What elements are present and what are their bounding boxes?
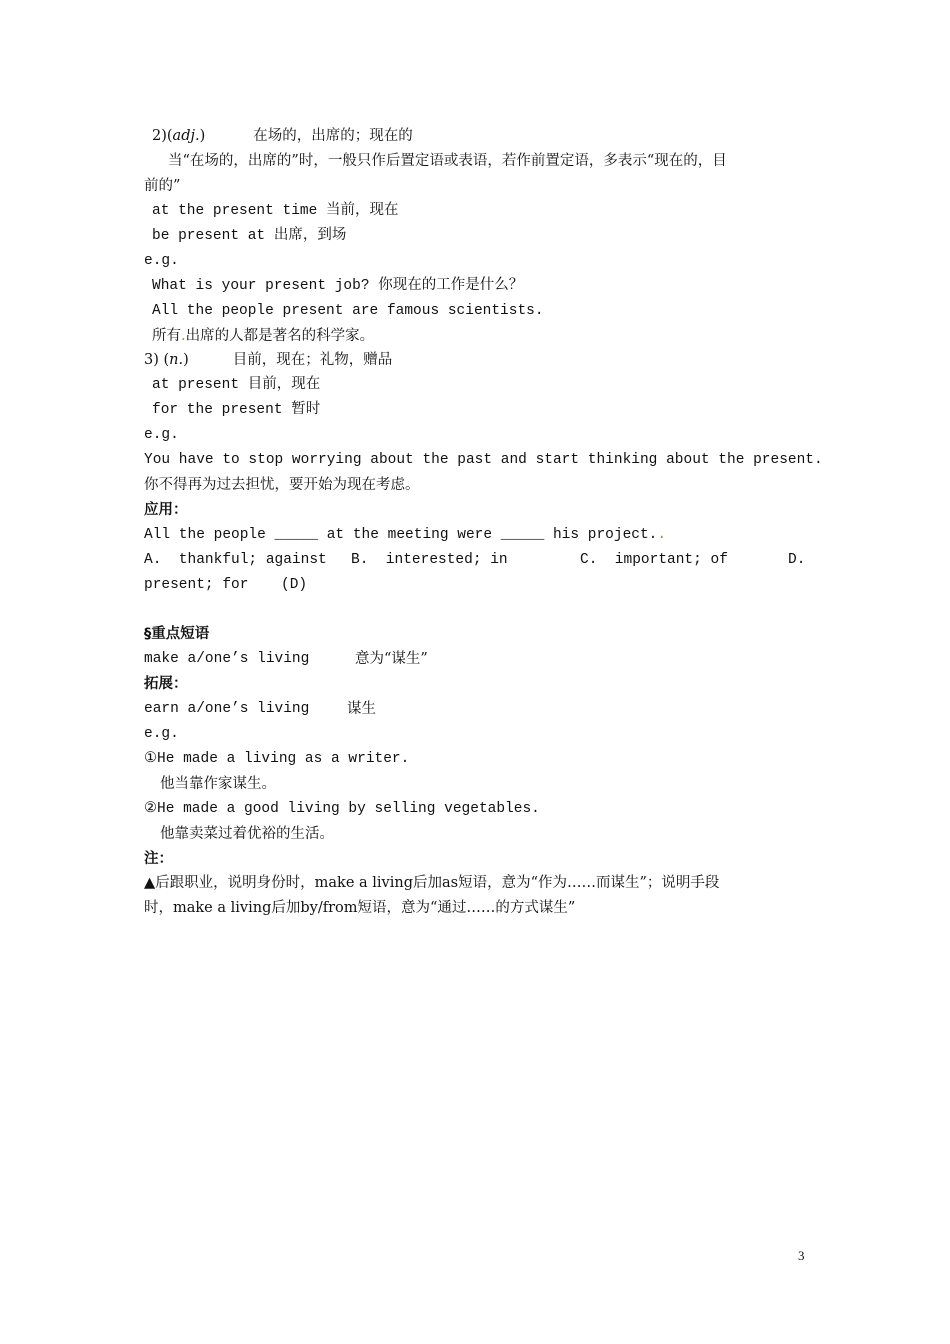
note2-line1: ▲后跟职业，说明身份时，make a living后加as短语，意为“作为……而谋生”；说明手段 (144, 875, 720, 891)
example-2: All the people present are famous scientists. (152, 303, 544, 319)
example-2-translation (152, 324, 374, 348)
adj-heading (152, 124, 413, 148)
stray-dot: . (657, 527, 667, 543)
adj-meaning: 在场的，出席的；现在的 (253, 128, 413, 144)
option-b: B. interested; in (351, 552, 508, 568)
eg-label-2: e.g. (144, 427, 179, 443)
note1-line2: 前的” (144, 178, 181, 194)
noun-heading (144, 348, 392, 372)
option-d-label: D. (788, 552, 806, 568)
ex2-cn-part-b: 出席的人都是著名的科学家。 (185, 328, 375, 344)
eg-label-3: e.g. (144, 726, 179, 742)
phrase-earn-living-meaning: 谋生 (347, 701, 376, 717)
eg-label-1: e.g. (144, 253, 179, 269)
option-d-text: present; for (144, 577, 249, 593)
example-5: ②He made a good living by selling vegetables. (144, 801, 540, 817)
phrase-at-the-present-time: at the present time 当前，现在 (152, 203, 399, 219)
example-4-translation: 他当靠作家谋生。 (160, 776, 276, 792)
phrase-earn-living: earn a/one’s living (144, 701, 310, 717)
phrase-make-living: make a/one’s living (144, 651, 310, 667)
extend-label: 拓展： (144, 676, 188, 692)
example-3-translation: 你不得再为过去担忧，要开始为现在考虑。 (144, 477, 420, 493)
stray-dot: . (181, 328, 186, 344)
adj-number: 2)( (152, 128, 173, 144)
n-pos: n. (169, 352, 184, 368)
note-label: 注： (144, 851, 173, 867)
question-1-text: All the people _____ at the meeting were _____ his project. (144, 527, 658, 543)
option-a: A. thankful; against (144, 552, 327, 568)
answer: (D) (281, 577, 308, 593)
example-5-translation: 他靠卖菜过着优裕的生活。 (160, 826, 334, 842)
example-3: You have to stop worrying about the past and start thinking about the present. (144, 452, 823, 468)
adj-pos: adj. (172, 128, 200, 144)
adj-close: ) (199, 128, 206, 144)
phrase-be-present-at: be present at 出席，到场 (152, 228, 347, 244)
phrase-for-the-present: for the present 暂时 (152, 402, 321, 418)
phrase-at-present: at present 目前，现在 (152, 377, 321, 393)
section-title: §重点短语 (144, 626, 210, 642)
example-4: ①He made a living as a writer. (144, 751, 410, 767)
example-1: What is your present job? 你现在的工作是什么？ (152, 278, 524, 294)
n-meaning: 目前，现在；礼物，赠品 (232, 352, 393, 368)
note2-line2: 时，make a living后加by/from短语，意为“通过……的方式谋生” (144, 900, 576, 916)
phrase-make-living-meaning: 意为“谋生” (355, 651, 428, 667)
ex2-cn-part-a: 所有 (152, 328, 181, 344)
question-1 (144, 523, 666, 547)
n-number: 3) ( (144, 352, 170, 368)
n-close: ) (183, 352, 189, 368)
page-number: 3 (798, 1248, 805, 1263)
note1-line1: 当“在场的，出席的”时，一般只作后置定语或表语，若作前置定语，多表示“现在的，目 (168, 153, 727, 169)
apply-label: 应用： (144, 502, 188, 518)
option-c: C. important; of (580, 552, 728, 568)
